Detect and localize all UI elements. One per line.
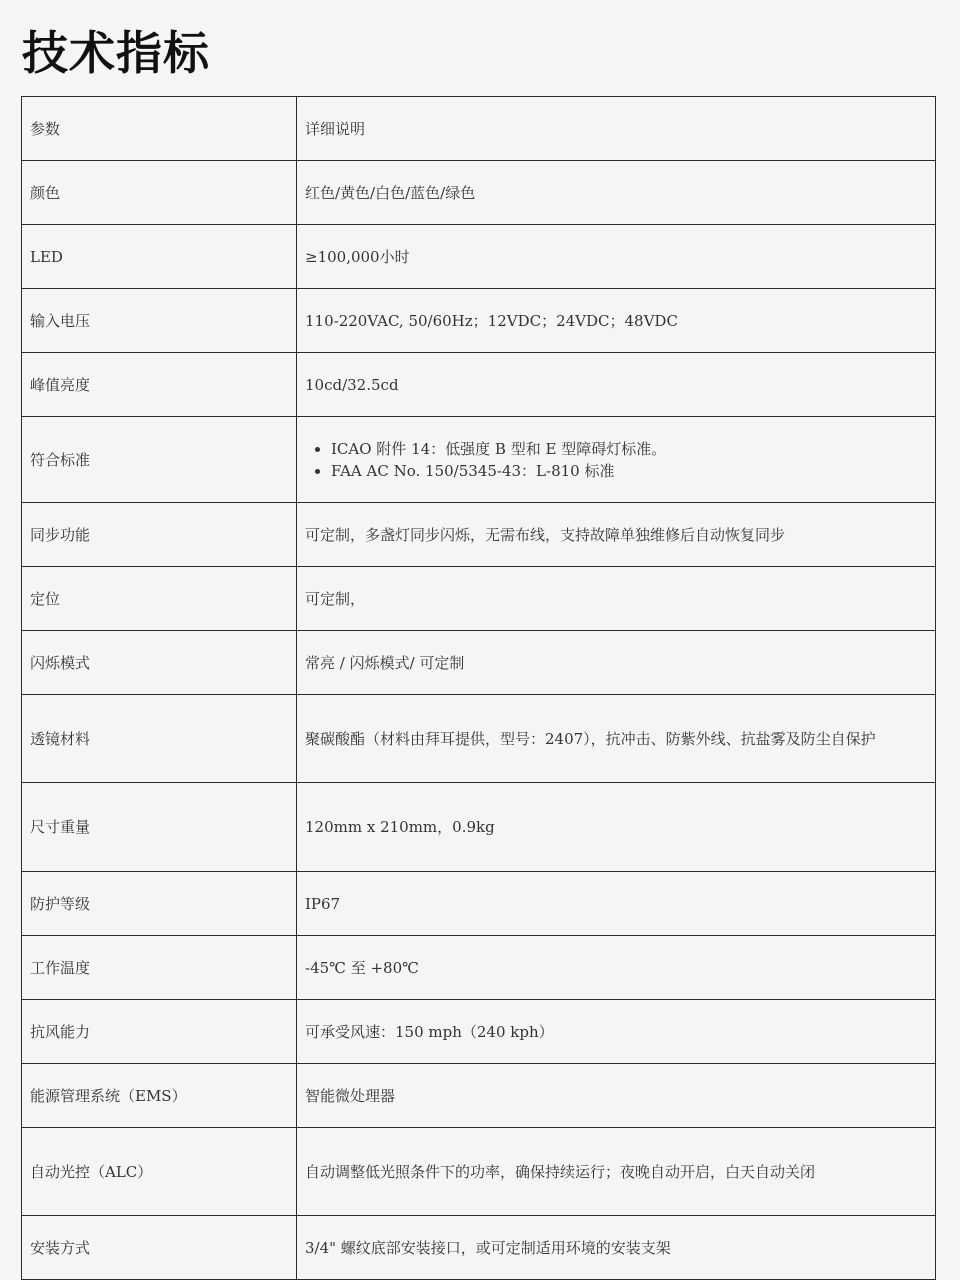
param-cell: 输入电压 bbox=[22, 289, 297, 353]
standards-list bbox=[305, 438, 927, 482]
table-row bbox=[22, 97, 936, 161]
table-row bbox=[22, 503, 936, 567]
param-cell: 自动光控（ALC） bbox=[22, 1128, 297, 1216]
param-cell: 颜色 bbox=[22, 161, 297, 225]
detail-cell: IP67 bbox=[297, 872, 936, 936]
detail-cell: 可定制， bbox=[297, 567, 936, 631]
detail-cell: 3/4" 螺纹底部安装接口，或可定制适用环境的安装支架 bbox=[297, 1216, 936, 1280]
table-row bbox=[22, 695, 936, 783]
table-row bbox=[22, 1064, 936, 1128]
detail-cell: 智能微处理器 bbox=[297, 1064, 936, 1128]
param-cell: 闪烁模式 bbox=[22, 631, 297, 695]
table-row bbox=[22, 872, 936, 936]
param-cell: 防护等级 bbox=[22, 872, 297, 936]
list-item: ICAO 附件 14：低强度 B 型和 E 型障碍灯标准。 bbox=[325, 438, 927, 460]
table-row bbox=[22, 289, 936, 353]
param-cell: 参数 bbox=[22, 97, 297, 161]
param-cell: 峰值亮度 bbox=[22, 353, 297, 417]
param-cell: 能源管理系统（EMS） bbox=[22, 1064, 297, 1128]
detail-cell: ≥100,000小时 bbox=[297, 225, 936, 289]
table-row bbox=[22, 1128, 936, 1216]
table-row bbox=[22, 1000, 936, 1064]
table-row bbox=[22, 1216, 936, 1280]
table-row bbox=[22, 225, 936, 289]
param-cell: 尺寸重量 bbox=[22, 783, 297, 872]
table-row bbox=[22, 353, 936, 417]
table-row bbox=[22, 783, 936, 872]
table-row bbox=[22, 567, 936, 631]
param-cell: 工作温度 bbox=[22, 936, 297, 1000]
list-item: FAA AC No. 150/5345-43：L-810 标准 bbox=[325, 460, 927, 482]
detail-cell: 聚碳酸酯（材料由拜耳提供，型号：2407），抗冲击、防紫外线、抗盐雾及防尘自保护 bbox=[297, 695, 936, 783]
detail-cell: 110-220VAC, 50/60Hz；12VDC；24VDC；48VDC bbox=[297, 289, 936, 353]
param-cell: 透镜材料 bbox=[22, 695, 297, 783]
table-row bbox=[22, 631, 936, 695]
detail-cell: 自动调整低光照条件下的功率，确保持续运行；夜晚自动开启，白天自动关闭 bbox=[297, 1128, 936, 1216]
detail-cell: -45℃ 至 +80℃ bbox=[297, 936, 936, 1000]
detail-cell: 可承受风速：150 mph（240 kph） bbox=[297, 1000, 936, 1064]
detail-cell: 10cd/32.5cd bbox=[297, 353, 936, 417]
table-row bbox=[22, 936, 936, 1000]
param-cell: 定位 bbox=[22, 567, 297, 631]
detail-cell: 详细说明 bbox=[297, 97, 936, 161]
param-cell: LED bbox=[22, 225, 297, 289]
param-cell: 符合标准 bbox=[22, 417, 297, 503]
page-title: 技术指标 bbox=[22, 26, 210, 80]
detail-cell bbox=[297, 417, 936, 503]
detail-cell: 可定制，多盏灯同步闪烁，无需布线，支持故障单独维修后自动恢复同步 bbox=[297, 503, 936, 567]
param-cell: 抗风能力 bbox=[22, 1000, 297, 1064]
detail-cell: 常亮 / 闪烁模式/ 可定制 bbox=[297, 631, 936, 695]
param-cell: 同步功能 bbox=[22, 503, 297, 567]
detail-cell: 120mm x 210mm，0.9kg bbox=[297, 783, 936, 872]
detail-cell: 红色/黄色/白色/蓝色/绿色 bbox=[297, 161, 936, 225]
table-row bbox=[22, 417, 936, 503]
table-row bbox=[22, 161, 936, 225]
param-cell: 安装方式 bbox=[22, 1216, 297, 1280]
spec-table bbox=[21, 96, 936, 1280]
